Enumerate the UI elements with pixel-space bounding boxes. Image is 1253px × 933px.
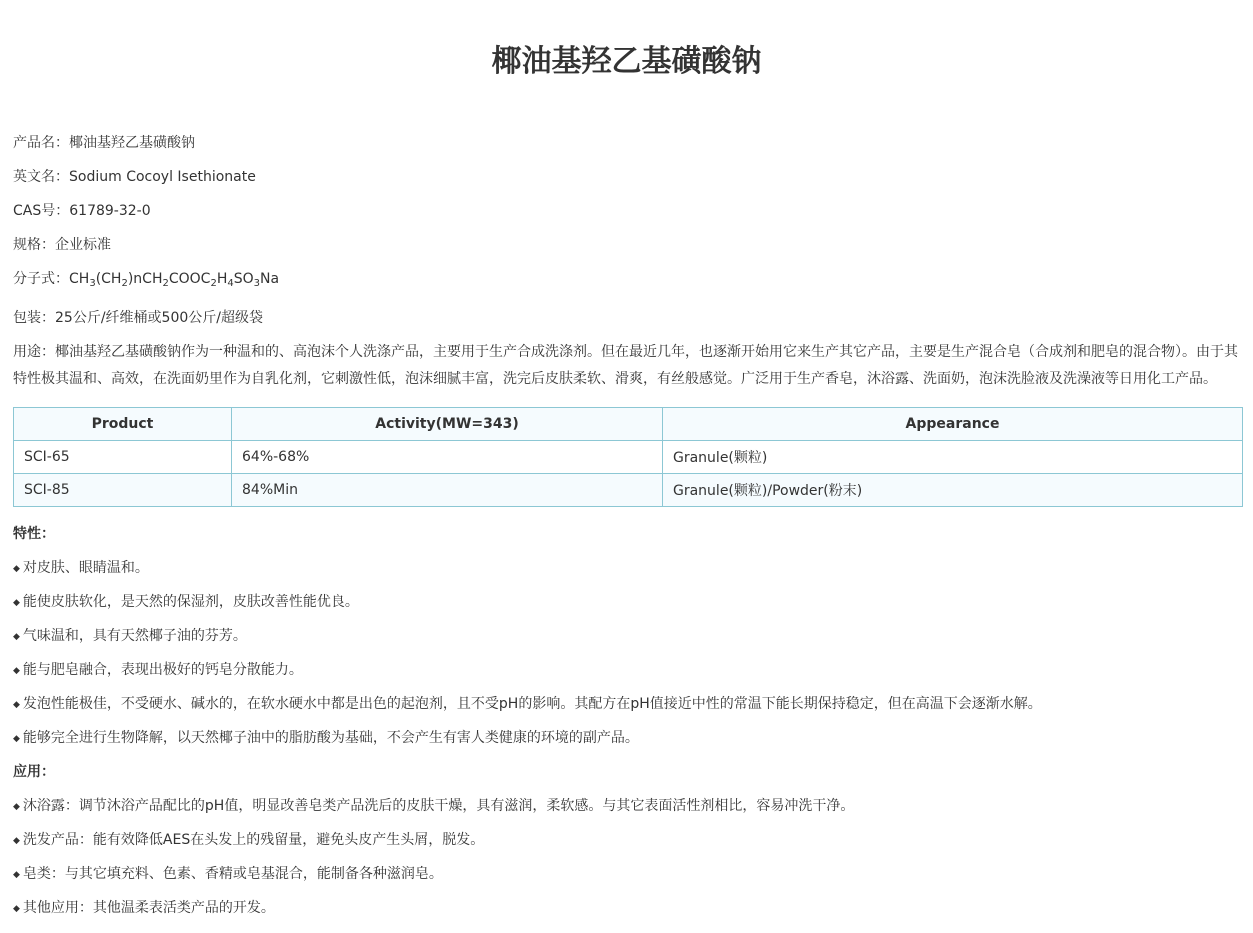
feature-text: 气味温和，具有天然椰子油的芬芳。	[22, 628, 247, 644]
header-activity: Activity(MW=343)	[232, 408, 663, 441]
spec-table	[13, 407, 1243, 507]
feature-item	[13, 660, 303, 681]
cell-activity: 64%-68%	[232, 441, 663, 474]
application-item	[13, 898, 275, 919]
cell-appearance: Granule(颗粒)/Powder(粉末)	[663, 474, 1243, 507]
header-product: Product	[14, 408, 232, 441]
cas-label: CAS号：	[13, 203, 70, 219]
table-row	[14, 474, 1243, 507]
diamond-bullet-icon: ◆	[13, 598, 20, 608]
formula-label: 分子式：	[13, 271, 69, 287]
english-name-line	[13, 167, 256, 187]
product-name-line	[13, 133, 195, 153]
usage-label: 用途：	[13, 344, 55, 360]
usage-paragraph	[13, 339, 1241, 393]
application-text: 皂类：与其它填充料、色素、香精或皂基混合，能制备各种滋润皂。	[22, 866, 443, 882]
application-item	[13, 830, 484, 851]
diamond-bullet-icon: ◆	[13, 734, 20, 744]
cas-value: 61789-32-0	[69, 203, 151, 219]
feature-text: 发泡性能极佳，不受硬水、碱水的，在软水硬水中都是出色的起泡剂，且不受pH的影响。其配方在pH值接近中性的常温下能长期保持稳定，但在高温下会逐渐水解。	[22, 696, 1042, 712]
english-name-label: 英文名：	[13, 169, 69, 185]
diamond-bullet-icon: ◆	[13, 904, 20, 914]
table-row	[14, 441, 1243, 474]
cell-product: SCI-85	[14, 474, 232, 507]
product-name-value: 椰油基羟乙基磺酸钠	[69, 135, 195, 151]
feature-item	[13, 592, 359, 613]
package-line	[13, 308, 263, 328]
feature-text: 能够完全进行生物降解，以天然椰子油中的脂肪酸为基础，不会产生有害人类健康的环境的副产品。	[22, 730, 639, 746]
header-appearance: Appearance	[663, 408, 1243, 441]
feature-item	[13, 626, 247, 647]
usage-text: 椰油基羟乙基磺酸钠作为一种温和的、高泡沫个人洗涤产品，主要用于生产合成洗涤剂。但在最近几年，也逐渐开始用它来生产其它产品，主要是生产混合皂（合成剂和肥皂的混合物）。由于其特性极其温和、高效，在洗面奶里作为自乳化剂，它刺激性低，泡沫细腻丰富，洗完后皮肤柔软、滑爽，有丝般感觉。广泛用于生产香皂，沐浴露、洗面奶，泡沫洗脸液及洗澡液等日用化工产品。	[13, 344, 1238, 387]
cas-line	[13, 201, 151, 221]
english-name-value: Sodium Cocoyl Isethionate	[69, 169, 256, 185]
diamond-bullet-icon: ◆	[13, 870, 20, 880]
application-text: 洗发产品：能有效降低AES在头发上的残留量，避免头皮产生头屑，脱发。	[22, 832, 485, 848]
spec-label: 规格：	[13, 237, 55, 253]
application-text: 其他应用：其他温柔表活类产品的开发。	[22, 900, 275, 916]
package-value: 25公斤/纤维桶或500公斤/超级袋	[55, 310, 263, 326]
feature-text: 能与肥皂融合，表现出极好的钙皂分散能力。	[22, 662, 303, 678]
cell-activity: 84%Min	[232, 474, 663, 507]
spec-line	[13, 235, 111, 255]
formula-line	[13, 269, 279, 289]
page-title: 椰油基羟乙基磺酸钠	[491, 44, 762, 79]
diamond-bullet-icon: ◆	[13, 836, 20, 846]
product-name-label: 产品名：	[13, 135, 69, 151]
diamond-bullet-icon: ◆	[13, 666, 20, 676]
feature-text: 能使皮肤软化，是天然的保湿剂，皮肤改善性能优良。	[22, 594, 359, 610]
formula-value: $CH_3(CH_2)nCH_2COOC_2H_4SO_3Na$	[69, 271, 280, 289]
application-item	[13, 864, 443, 885]
feature-item	[13, 728, 639, 749]
spec-value: 企业标准	[55, 237, 111, 253]
diamond-bullet-icon: ◆	[13, 564, 20, 574]
cell-product: SCI-65	[14, 441, 232, 474]
package-label: 包装：	[13, 310, 55, 326]
diamond-bullet-icon: ◆	[13, 632, 20, 642]
feature-item	[13, 694, 1042, 715]
applications-heading: 应用：	[13, 764, 55, 780]
application-item	[13, 796, 854, 817]
features-heading: 特性：	[13, 526, 55, 542]
feature-item	[13, 558, 149, 579]
table-header-row	[14, 408, 1243, 441]
feature-text: 对皮肤、眼睛温和。	[22, 560, 149, 576]
cell-appearance: Granule(颗粒)	[663, 441, 1243, 474]
diamond-bullet-icon: ◆	[13, 802, 20, 812]
application-text: 沐浴露：调节沐浴产品配比的pH值，明显改善皂类产品洗后的皮肤干燥，具有滋润，柔软感。与其它表面活性剂相比，容易冲洗干净。	[22, 798, 855, 814]
diamond-bullet-icon: ◆	[13, 700, 20, 710]
